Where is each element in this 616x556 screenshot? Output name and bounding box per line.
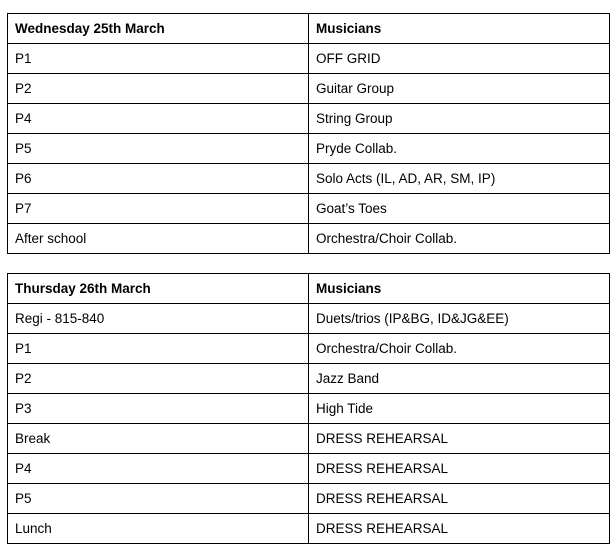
table-row (8, 224, 610, 254)
period-cell: P2 (8, 364, 309, 394)
period-cell: P5 (8, 484, 309, 514)
musicians-cell: DRESS REHEARSAL (309, 454, 610, 484)
table-row (8, 334, 610, 364)
musicians-cell: Goat’s Toes (309, 194, 610, 224)
period-cell: P1 (8, 334, 309, 364)
period-cell: Break (8, 424, 309, 454)
musicians-cell: Solo Acts (IL, AD, AR, SM, IP) (309, 164, 610, 194)
table-header-row (8, 274, 610, 304)
table-row (8, 514, 610, 544)
day-column-header: Thursday 26th March (8, 274, 309, 304)
period-cell: P6 (8, 164, 309, 194)
musicians-cell: Orchestra/Choir Collab. (309, 334, 610, 364)
schedule-table-wednesday (7, 13, 610, 254)
musicians-cell: Duets/trios (IP&BG, ID&JG&EE) (309, 304, 610, 334)
document-page (7, 13, 610, 544)
table-row (8, 424, 610, 454)
table-row (8, 194, 610, 224)
table-row (8, 454, 610, 484)
musicians-cell: String Group (309, 104, 610, 134)
schedule-table-thursday (7, 273, 610, 544)
period-cell: P3 (8, 394, 309, 424)
table-row (8, 44, 610, 74)
musicians-cell: High Tide (309, 394, 610, 424)
period-cell: Lunch (8, 514, 309, 544)
musicians-column-header: Musicians (309, 274, 610, 304)
period-cell: P7 (8, 194, 309, 224)
table-header-row (8, 14, 610, 44)
period-cell: Regi - 815-840 (8, 304, 309, 334)
musicians-column-header: Musicians (309, 14, 610, 44)
musicians-cell: DRESS REHEARSAL (309, 424, 610, 454)
table-row (8, 104, 610, 134)
musicians-cell: Jazz Band (309, 364, 610, 394)
period-cell: P4 (8, 104, 309, 134)
period-cell: P1 (8, 44, 309, 74)
musicians-cell: DRESS REHEARSAL (309, 514, 610, 544)
table-row (8, 394, 610, 424)
period-cell: P2 (8, 74, 309, 104)
period-cell: P4 (8, 454, 309, 484)
musicians-cell: Orchestra/Choir Collab. (309, 224, 610, 254)
musicians-cell: Pryde Collab. (309, 134, 610, 164)
musicians-cell: OFF GRID (309, 44, 610, 74)
musicians-cell: Guitar Group (309, 74, 610, 104)
table-row (8, 134, 610, 164)
period-cell: After school (8, 224, 309, 254)
table-row (8, 74, 610, 104)
day-column-header: Wednesday 25th March (8, 14, 309, 44)
table-row (8, 304, 610, 334)
table-row (8, 484, 610, 514)
table-row (8, 164, 610, 194)
period-cell: P5 (8, 134, 309, 164)
musicians-cell: DRESS REHEARSAL (309, 484, 610, 514)
table-row (8, 364, 610, 394)
